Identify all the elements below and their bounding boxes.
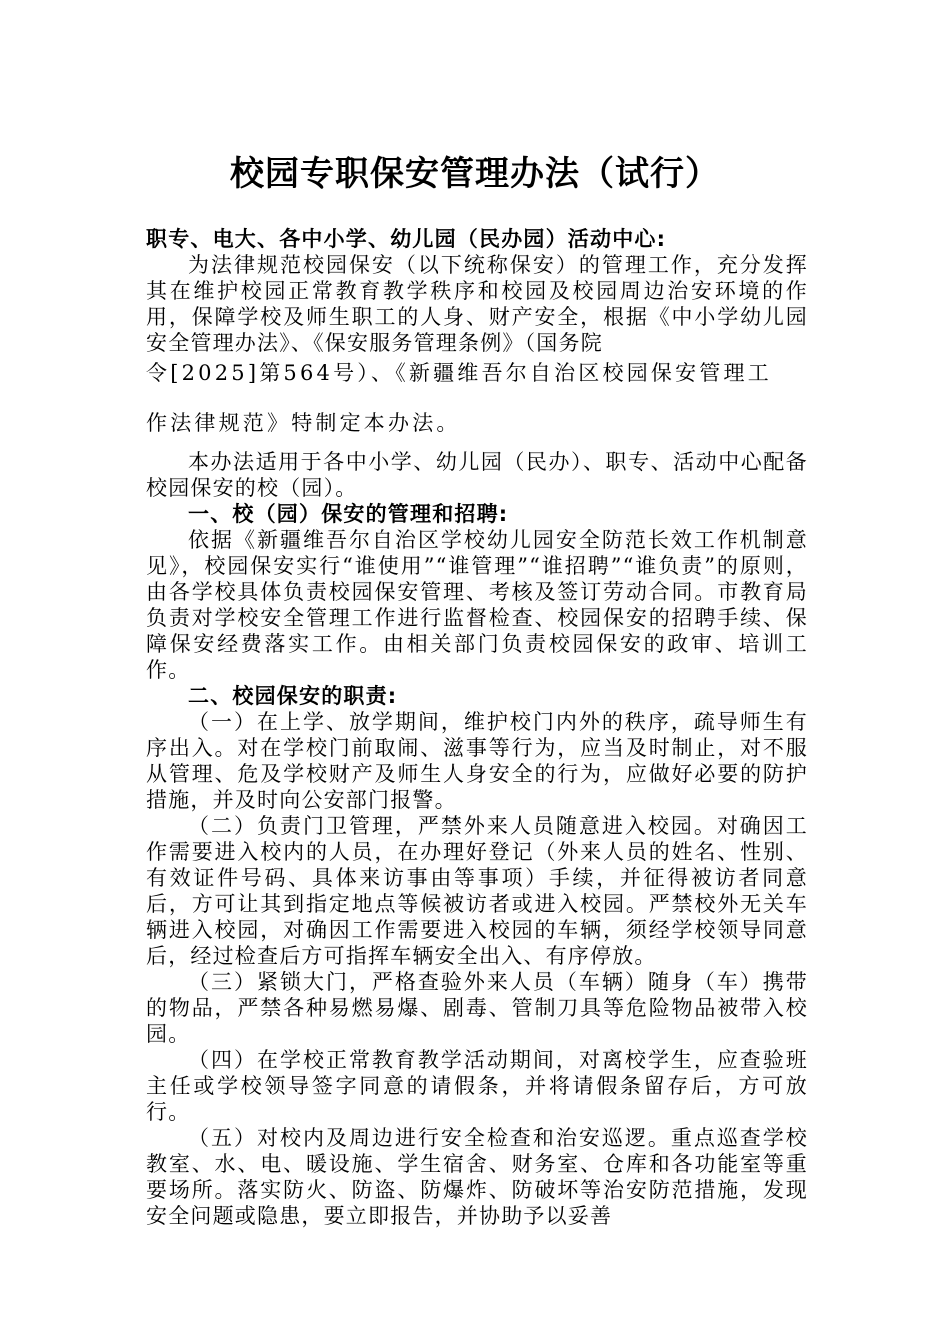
duty-item: （五）对校内及周边进行安全检查和治安巡逻。重点巡查学校教室、水、电、暖设施、学生宿舍、财务室、仓库和各功能室等重要场所。落实防火、防盗、防爆炸、防破坏等治安防范措施，发现安全问题或隐患，要立即报告，并协助予以妥善 [146, 1126, 808, 1228]
duty-item: （四）在学校正常教育教学活动期间，对离校学生，应查验班主任或学校领导签字同意的请假条，并将请假条留存后，方可放行。 [146, 1048, 808, 1124]
intro-line-3: 作法律规范》特制定本办法。 [146, 411, 461, 435]
scope-paragraph: 本办法适用于各中小学、幼儿园（民办）、职专、活动中心配备校园保安的校（园）。 [146, 450, 808, 500]
duty-item: （三）紧锁大门，严格查验外来人员（车辆）随身（车）携带的物品，严禁各种易燃易爆、剧毒、管制刀具等危险物品被带入校园。 [146, 970, 808, 1046]
intro-paragraph: 为法律规范校园保安（以下统称保安）的管理工作，充分发挥其在维护校园正常教育教学秩序和校园及校园周边治安环境的作用，保障学校及师生职工的人身、财产安全，根据《中小学幼儿园安全管理办法》、《保安服务管理条例》（国务院 [146, 253, 808, 355]
document-body-top [146, 226, 808, 356]
section1-body: 依据《新疆维吾尔自治区学校幼儿园安全防范长效工作机制意见》，校园保安实行“谁使用”“谁管理”“谁招聘”“谁负责”的原则，由各学校具体负责校园保安管理、考核及签订劳动合同。市教育局负责对学校安全管理工作进行监督检查、校园保安的招聘手续、保障保安经费落实工作。由相关部门负责校园保安的政审、培训工作。 [146, 528, 808, 682]
document-body-main [146, 449, 808, 1229]
section1-heading: 一、校（园）保安的管理和招聘: [188, 502, 509, 526]
document-title: 校园专职保安管理办法（试行） [230, 154, 720, 194]
intro-line-2: 令[2025]第564号）、《新疆维吾尔自治区校园保安管理工 [146, 361, 772, 385]
recipient-line: 职专、电大、各中小学、幼儿园（民办园）活动中心: [146, 227, 667, 251]
intro-continuation-1 [146, 360, 808, 386]
duty-item: （二）负责门卫管理，严禁外来人员随意进入校园。对确因工作需要进入校内的人员，在办理好登记（外来人员的姓名、性别、有效证件号码、具体来访事由等事项）手续，并征得被访者同意后，方可让其到指定地点等候被访者或进入校园。严禁校外无关车辆进入校园，对确因工作需要进入校园的车辆，须经学校领导同意后，经过检查后方可指挥车辆安全出入、有序停放。 [146, 814, 808, 968]
duty-item: （一）在上学、放学期间，维护校门内外的秩序，疏导师生有序出入。对在学校门前取闹、滋事等行为，应当及时制止，对不服从管理、危及学校财产及师生人身安全的行为，应做好必要的防护措施，并及时向公安部门报警。 [146, 710, 808, 812]
section2-heading: 二、校园保安的职责: [188, 684, 398, 708]
intro-continuation-2 [146, 410, 808, 436]
